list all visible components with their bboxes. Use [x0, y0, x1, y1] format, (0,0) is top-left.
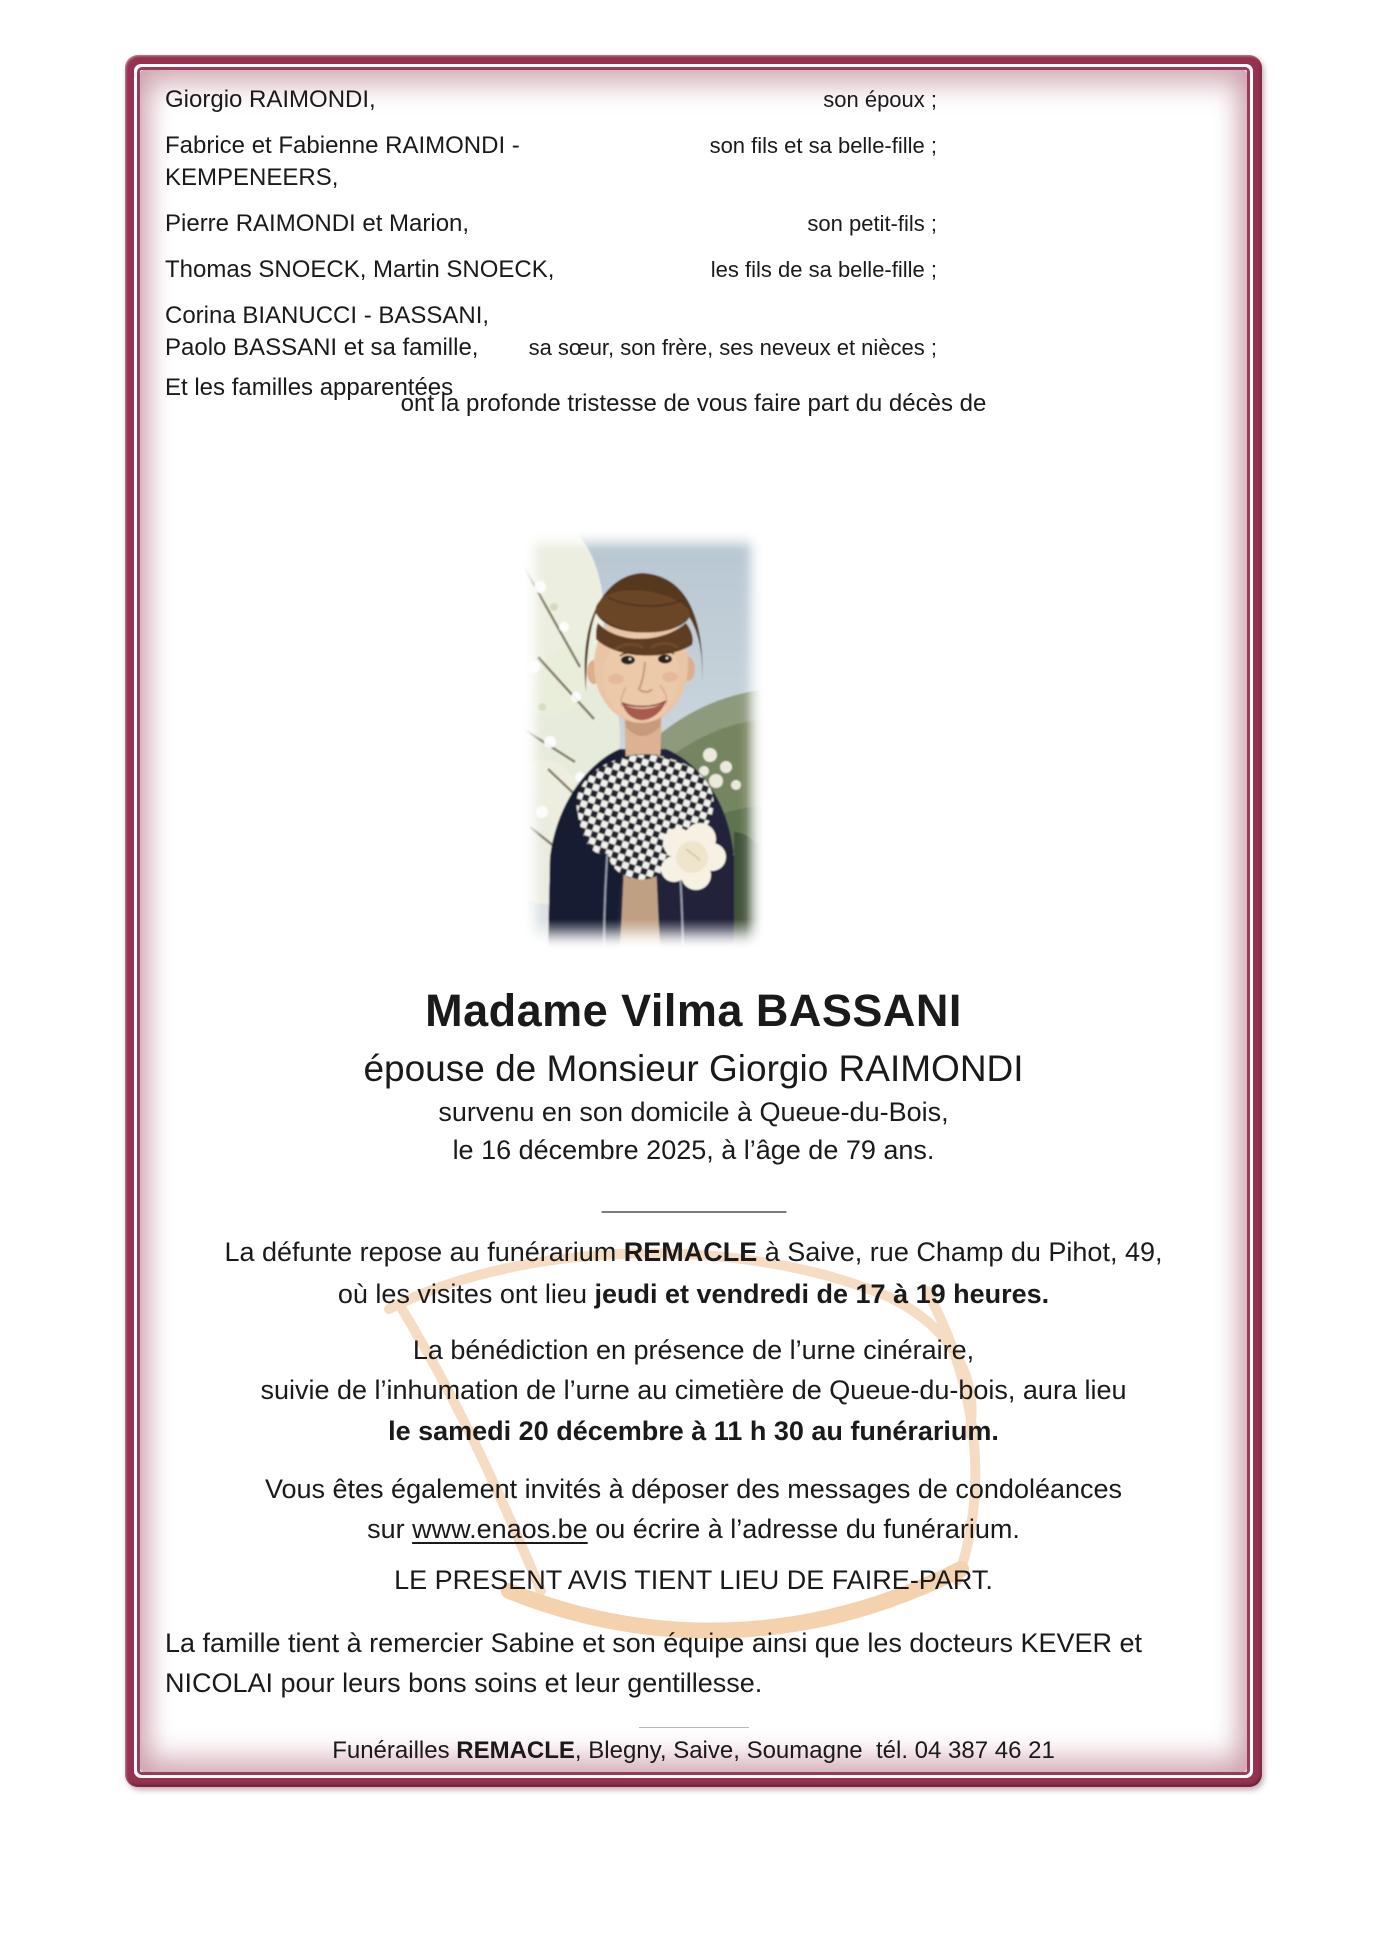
- visits-line: [139, 1279, 1248, 1310]
- thanks-line-1: La famille tient à remercier Sabine et son équipe ainsi que les docteurs KEVER et: [165, 1628, 1143, 1658]
- repose-text-suffix: à Saive, rue Champ du Pihot, 49,: [757, 1237, 1163, 1267]
- family-row: [165, 300, 937, 332]
- portrait-photo: [520, 527, 766, 951]
- family-row: [165, 130, 937, 194]
- family-relation: son petit-fils ;: [807, 211, 937, 236]
- deceased-name: Madame Vilma BASSANI: [425, 985, 962, 1036]
- condolences-line-1: Vous êtes également invités à déposer des messages de condoléances: [264, 1474, 1123, 1504]
- ceremony-datetime: le samedi 20 décembre à 11 h 30 au funérarium.: [388, 1416, 999, 1446]
- family-relation: les fils de sa belle-fille ;: [710, 257, 937, 282]
- footer-line: [139, 1737, 1248, 1765]
- death-date-line: le 16 décembre 2025, à l’âge de 79 ans.: [452, 1135, 935, 1165]
- thanks-paragraph: [165, 1623, 1240, 1703]
- footer-divider: [639, 1727, 749, 1728]
- condolences-suffix: ou écrire à l’adresse du funérarium.: [587, 1514, 1020, 1544]
- portrait-photo-image: [520, 527, 766, 951]
- family-name: Paolo BASSANI et sa famille,: [165, 334, 479, 361]
- family-name: Giorgio RAIMONDI,: [165, 86, 376, 113]
- spouse-line: épouse de Monsieur Giorgio RAIMONDI: [363, 1048, 1024, 1089]
- family-list: [165, 84, 937, 418]
- family-name: Et les familles apparentées: [165, 374, 454, 401]
- repose-line: [139, 1237, 1248, 1268]
- repose-text: La défunte repose au funérarium: [224, 1237, 624, 1267]
- family-name: Pierre RAIMONDI et Marion,: [165, 210, 470, 237]
- visits-text: où les visites ont lieu: [337, 1279, 595, 1309]
- family-relation: son époux ;: [823, 87, 937, 112]
- footer-suffix: , Blegny, Saive, Soumagne tél. 04 387 46 21: [574, 1737, 1055, 1764]
- family-relation: son fils et sa belle-fille ;: [709, 133, 937, 158]
- benediction-line-2: suivie de l’inhumation de l’urne au cimetière de Queue-du-bois, aura lieu: [260, 1375, 1127, 1405]
- footer-prefix: Funérailles: [332, 1737, 457, 1764]
- card-content: [139, 69, 1248, 1773]
- family-name: Thomas SNOECK, Martin SNOECK,: [165, 256, 555, 283]
- funeral-home-name: REMACLE: [623, 1237, 758, 1267]
- visits-schedule: jeudi et vendredi de 17 à 19 heures.: [594, 1279, 1050, 1309]
- notice-line: LE PRESENT AVIS TIENT LIEU DE FAIRE-PART.: [394, 1565, 993, 1595]
- family-row: [165, 208, 937, 240]
- benediction-line-1: La bénédiction en présence de l’urne cinéraire,: [412, 1335, 975, 1365]
- family-row: [165, 254, 937, 286]
- death-place-line: survenu en son domicile à Queue-du-Bois,: [438, 1097, 949, 1127]
- family-name: Fabrice et Fabienne RAIMONDI - KEMPENEERS,: [165, 132, 520, 191]
- footer-funeral-home: REMACLE: [456, 1737, 575, 1764]
- section-divider: [601, 1211, 786, 1213]
- thanks-line-2: NICOLAI pour leurs bons soins et leur gentillesse.: [165, 1668, 763, 1698]
- intro-line: ont la profonde tristesse de vous faire part du décès de: [400, 390, 987, 417]
- condolences-line-2: [139, 1514, 1248, 1545]
- enaos-link[interactable]: www.enaos.be: [412, 1514, 588, 1544]
- family-relation: sa sœur, son frère, ses neveux et nièces ;: [528, 335, 937, 360]
- condolences-prefix: sur: [367, 1514, 413, 1544]
- decorative-frame: [125, 55, 1262, 1787]
- family-row: [165, 84, 937, 116]
- family-row: [165, 332, 937, 364]
- family-name: Corina BIANUCCI - BASSANI,: [165, 302, 490, 329]
